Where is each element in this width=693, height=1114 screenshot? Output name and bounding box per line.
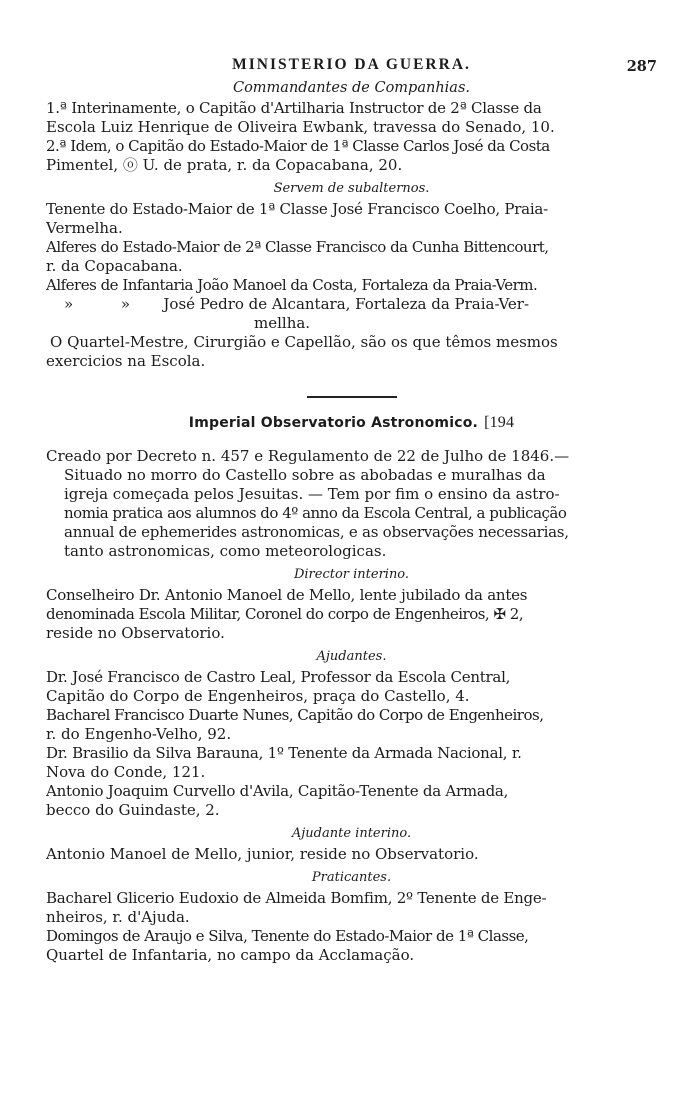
closing-line: O Quartel-Mestre, Cirurgião e Capellão, são os que têmos mesmos (50, 333, 558, 351)
entry-line: Alferes de Infantaria João Manoel da Costa, Fortaleza da Praia-Verm. (46, 276, 538, 294)
commandante-entry-1 (46, 99, 657, 137)
intro-line: Situado no morro do Castello sobre as abobadas e muralhas da (64, 466, 546, 484)
director-entry (46, 586, 657, 643)
entry-line: Conselheiro Dr. Antonio Manoel de Mello, lente jubilado da antes (46, 586, 528, 604)
entry-line: Antonio Joaquim Curvello d'Avila, Capitão-Tenente da Armada, (46, 782, 509, 800)
entry-line: reside no Observatorio. (46, 624, 225, 642)
subalternos-closing (46, 333, 657, 371)
subalterno-entry-3 (46, 276, 657, 295)
entry-line: Antonio Manoel de Mello, junior, reside no Observatorio. (46, 845, 479, 863)
entry-line: mellha. (254, 314, 311, 332)
ajudante-interino-entry (46, 845, 657, 864)
entry-line: Escola Luiz Henrique de Oliveira Ewbank, travessa do Senado, 10. (46, 118, 555, 136)
entry-line: 1.ª Interinamente, o Capitão d'Artilharia Instructor de 2ª Classe da (46, 99, 542, 117)
closing-line: exercicios na Escola. (46, 352, 206, 370)
observatorio-title (46, 414, 657, 432)
entry-line: Bacharel Francisco Duarte Nunes, Capitão do Corpo de Engenheiros, (46, 706, 544, 724)
ajudante-interino-heading: Ajudante interino. (291, 826, 412, 841)
entry-line: Pimentel, ⓞ U. de prata, r. da Copacabana, 20. (46, 156, 403, 174)
subalterno-entry-2 (46, 238, 657, 276)
intro-line: tanto astronomicas, como meteorologicas. (64, 542, 387, 560)
intro-line: Creado por Decreto n. 457 e Regulamento de 22 de Julho de 1846.— (46, 447, 570, 465)
entry-line: r. do Engenho-Velho, 92. (46, 725, 232, 743)
intro-line: igreja começada pelos Jesuitas. — Tem por fim o ensino da astro- (64, 485, 560, 503)
ajudante-entry-4 (46, 782, 657, 820)
entry-line: 2.ª Idem, o Capitão do Estado-Maior de 1ª Classe Carlos José da Costa (46, 137, 550, 155)
ajudante-entry-2 (46, 706, 657, 744)
entry-line: Capitão do Corpo de Engenheiros, praça do Castello, 4. (46, 687, 470, 705)
entry-line: Dr. Brasilio da Silva Barauna, 1º Tenente da Armada Nacional, r. (46, 744, 522, 762)
entry-line: Tenente do Estado-Maior de 1ª Classe José Francisco Coelho, Praia- (46, 200, 548, 218)
intro-line: nomia pratica aos alumnos do 4º anno da Escola Central, a publicação (64, 504, 567, 522)
subalterno-entry-4 (46, 295, 657, 333)
entry-line: Vermelha. (46, 219, 123, 237)
praticante-entry-2 (46, 927, 657, 965)
entry-line: » » José Pedro de Alcantara, Fortaleza da Praia-Ver- (64, 295, 530, 313)
observatorio-title-text: Imperial Observatorio Astronomico. (188, 415, 479, 431)
entry-line: Bacharel Glicerio Eudoxio de Almeida Bomfim, 2º Tenente de Enge- (46, 889, 547, 907)
director-heading: Director interino. (293, 567, 410, 582)
section-divider (307, 396, 397, 398)
entry-line: Alferes do Estado-Maior de 2ª Classe Francisco da Cunha Bittencourt, (46, 238, 549, 256)
commandante-entry-2 (46, 137, 657, 175)
ajudante-entry-1 (46, 668, 657, 706)
entry-line: denominada Escola Militar, Coronel do corpo de Engenheiros, ✠ 2, (46, 605, 524, 623)
entry-line: Dr. José Francisco de Castro Leal, Professor da Escola Central, (46, 668, 511, 686)
entry-line: becco do Guindaste, 2. (46, 801, 220, 819)
entry-line: r. da Copacabana. (46, 257, 183, 275)
praticante-entry-1 (46, 889, 657, 927)
entry-line: nheiros, r. d'Ajuda. (46, 908, 190, 926)
subalternos-heading: Servem de subalternos. (273, 181, 430, 196)
commandantes-heading: Commandantes de Companhias. (232, 80, 470, 96)
praticantes-heading: Praticantes. (311, 870, 392, 885)
observatorio-ref: [194 (484, 414, 515, 431)
observatorio-intro (46, 447, 657, 561)
entry-line: Domingos de Araujo e Silva, Tenente do Estado-Maior de 1ª Classe, (46, 927, 529, 945)
page-header (46, 56, 657, 78)
subalterno-entry-1 (46, 200, 657, 238)
running-title: MINISTERIO DA GUERRA. (232, 56, 471, 73)
page-number: 287 (626, 58, 657, 75)
ajudantes-heading: Ajudantes. (316, 649, 387, 664)
entry-line: Nova do Conde, 121. (46, 763, 206, 781)
intro-line: annual de ephemerides astronomicas, e as observações necessarias, (64, 523, 569, 541)
entry-line: Quartel de Infantaria, no campo da Acclamação. (46, 946, 415, 964)
ajudante-entry-3 (46, 744, 657, 782)
